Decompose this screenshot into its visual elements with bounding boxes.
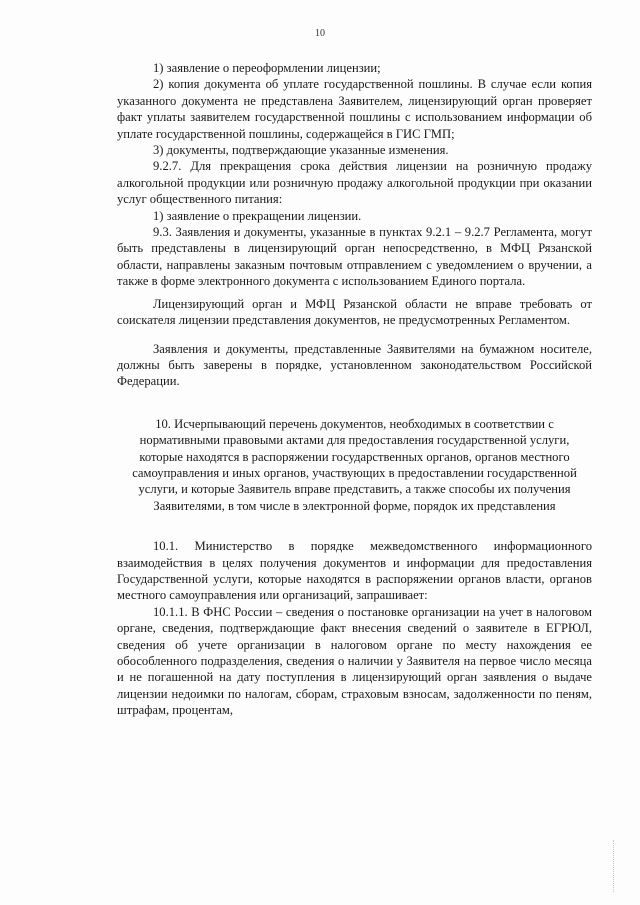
document-body xyxy=(117,60,592,719)
paragraph: 9.2.7. Для прекращения срока действия лицензии на розничную продажу алкогольной продукции или розничную продажу алкогольной продукции при оказании услуг общественного питания: xyxy=(117,159,592,207)
paragraph: 10.1.1. В ФНС России – сведения о постановке организации на учет в налоговом органе, сведения, подтверждающие факт внесения сведений о заявителе в ЕГРЮЛ, сведения об учете организации в налоговом органе по месту нахождения ее обособленного подразделения, сведения о наличии у Заявителя на первое число месяца и не погашенной на дату поступления в лицензирующий орган заявления о выдаче лицензии недоимки по налогам, сборам, страховым взносам, задолженности по пеням, штрафам, процентам, xyxy=(117,604,592,718)
paragraph: 9.3. Заявления и документы, указанные в пунктах 9.2.1 – 9.2.7 Регламента, могут быть представлены в лицензирующий орган непосредственно, в МФЦ Рязанской области, направлены заказным почтовым отправлением с уведомлением о вручении, а также в форме электронного документа с использованием Единого портала. xyxy=(117,225,592,289)
page-number: 10 xyxy=(315,28,325,39)
paragraph: 3) документы, подтверждающие указанные изменения. xyxy=(153,143,449,158)
paragraph: Лицензирующий орган и МФЦ Рязанской области не вправе требовать от соискателя лицензии представления документов, не предусмотренных Регламентом. xyxy=(117,296,592,328)
section-heading: 10. Исчерпывающий перечень документов, необходимых в соответствии с нормативными правовыми актами для предоставления государственной услуги, которые находятся в распоряжении государственных органов, органов местного самоуправления и иных органов, участвующих в предоставлении государственной услуги, и которые Заявитель вправе представить, а также способы их получения Заявителями, в том числе в электронной форме, порядок их представления xyxy=(132,416,577,513)
paragraph: 2) копия документа об уплате государственной пошлины. В случае если копия указанного документа не представлена Заявителем, лицензирующий орган проверяет факт уплаты заявителем государственной пошлины с использованием информации об уплате государственной пошлины, содержащейся в ГИС ГМП; xyxy=(117,77,592,141)
paragraph: 10.1. Министерство в порядке межведомственного информационного взаимодействия в целях получения документов и информации для предоставления Государственной услуги, которые находятся в распоряжении органов власти, органов местного самоуправления или организаций, запрашивает: xyxy=(117,539,592,603)
page-edge-mark xyxy=(611,840,614,892)
paragraph: 1) заявление о прекращении лицензии. xyxy=(153,208,362,223)
paragraph: 1) заявление о переоформлении лицензии; xyxy=(153,61,381,75)
paragraph: Заявления и документы, представленные Заявителями на бумажном носителе, должны быть заверены в порядке, установленном законодательством Российской Федерации. xyxy=(117,341,592,389)
